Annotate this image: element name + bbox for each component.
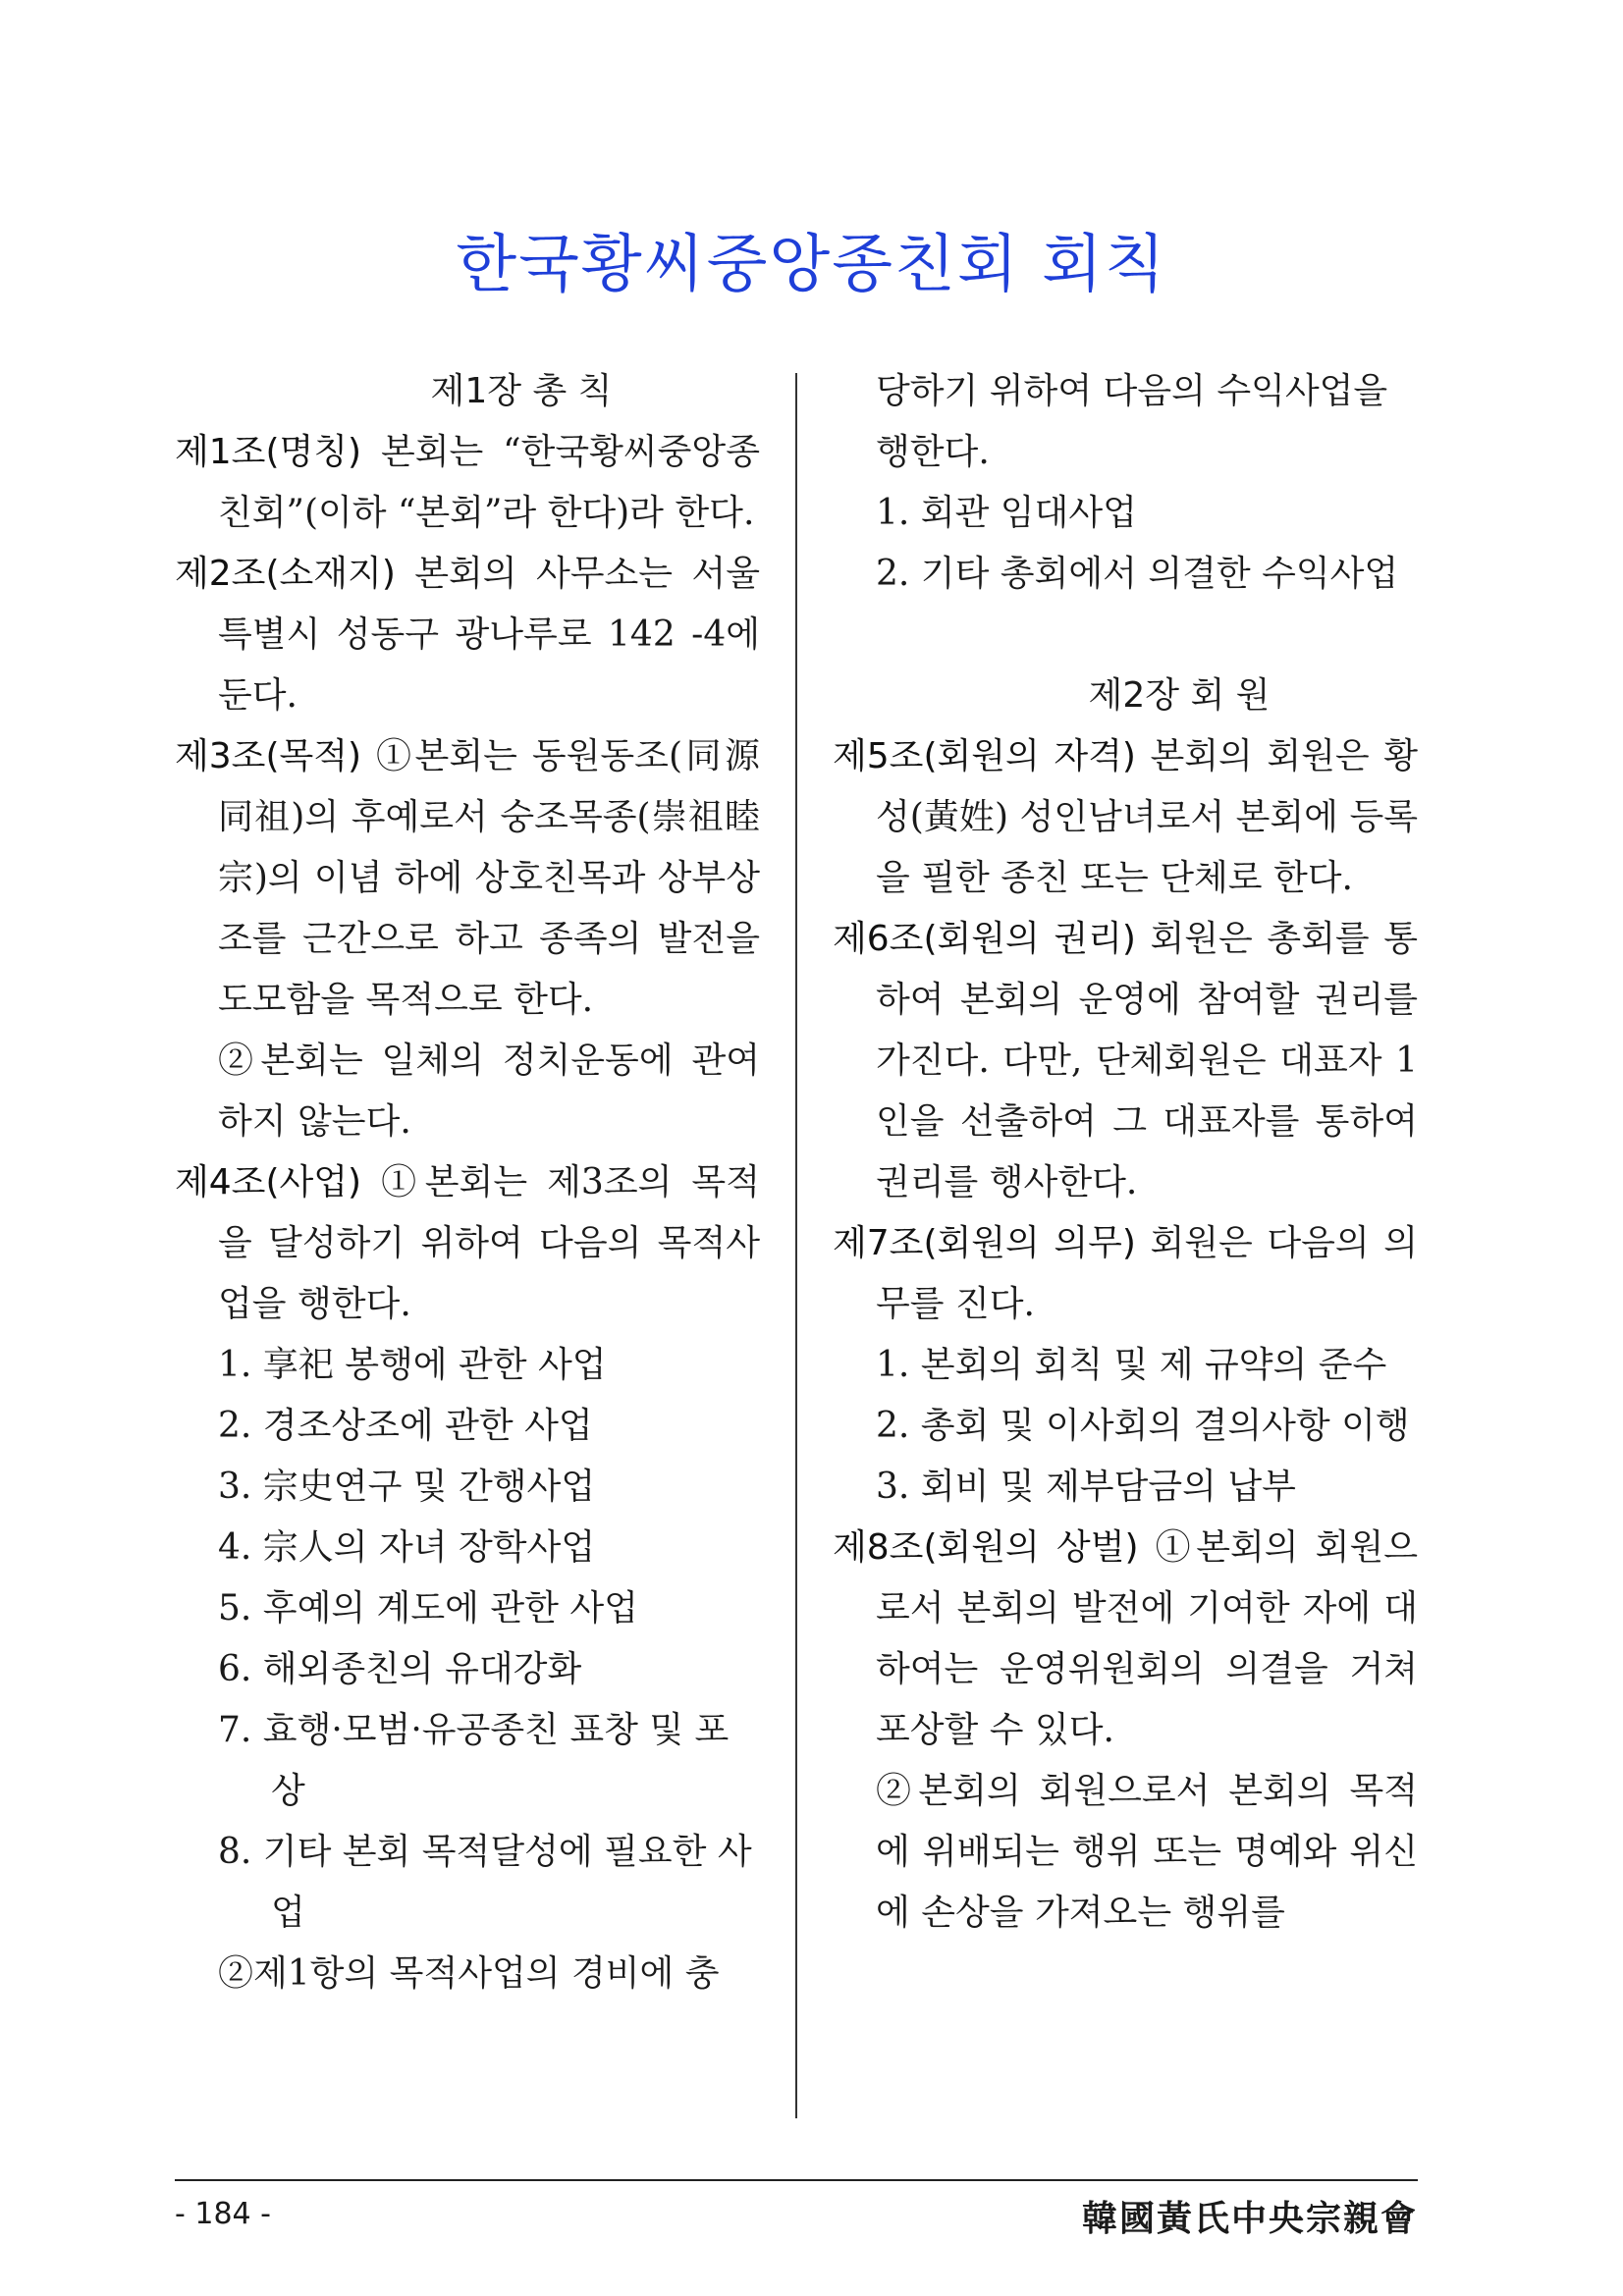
article-text: 회원은 다음의 의무를 진다.	[876, 1223, 1419, 1324]
article-text: 본회의 사무소는 서울특별시 성동구 광나루로 142 -4에 둔다.	[218, 554, 760, 716]
list-item: 1. 享祀 봉행에 관한 사업	[218, 1345, 607, 1385]
article-heading: 제4조(사업)	[175, 1162, 362, 1202]
article-6	[833, 909, 1418, 1213]
list-item: 7. 효행·모범·유공종친 표창 및 포상	[218, 1710, 730, 1811]
spacer	[833, 605, 1418, 666]
column-divider	[795, 373, 797, 2118]
right-column	[833, 361, 1418, 1944]
left-column	[175, 361, 760, 2004]
article-heading: 제2조(소재지)	[175, 554, 396, 594]
article-heading: 제7조(회원의 의무)	[833, 1223, 1136, 1263]
chapter-heading: 제2장 회 원	[1088, 675, 1271, 716]
article-heading: 제3조(목적)	[175, 736, 362, 776]
article-text: ①본회는 동원동조(同源同祖)의 후예로서 숭조목종(崇祖睦宗)의 이념 하에 상호친목과 상부상조를 근간으로 하고 종족의 발전을 도모함을 목적으로 한다.	[218, 736, 760, 1020]
article-heading: 제1조(명칭)	[175, 432, 362, 472]
article-5	[833, 726, 1418, 909]
article-text: 본회의 회원은 황성(黃姓) 성인남녀로서 본회에 등록을 필한 종친 또는 단체로 한다.	[876, 736, 1419, 898]
article-heading: 제6조(회원의 권리)	[833, 919, 1136, 959]
list-item: 4. 宗人의 자녀 장학사업	[218, 1527, 596, 1568]
article-paragraph: ②제1항의 목적사업의 경비에 충	[218, 1953, 720, 1994]
chapter-heading: 제1장 총 칙	[430, 371, 613, 411]
article-heading: 제5조(회원의 자격)	[833, 736, 1136, 776]
list-item: 2. 경조상조에 관한 사업	[218, 1406, 593, 1446]
article-text: ①본회의 회원으로서 본회의 발전에 기여한 자에 대하여는 운영위원회의 의결을 거쳐 포상할 수 있다.	[876, 1527, 1418, 1750]
article-7	[833, 1213, 1418, 1335]
article-text: 회원은 총회를 통하여 본회의 운영에 참여할 권리를 가진다. 다만, 단체회원은 대표자 1인을 선출하여 그 대표자를 통하여 권리를 행사한다.	[876, 919, 1419, 1202]
list-item: 2. 기타 총회에서 의결한 수익사업	[876, 554, 1399, 594]
article-4	[175, 1152, 760, 1335]
list-item: 3. 회비 및 제부담금의 납부	[876, 1467, 1296, 1507]
article-3	[175, 726, 760, 1031]
organization-name: 韓國黃氏中央宗親會	[1081, 2198, 1418, 2239]
article-paragraph: ②본회는 일체의 정치운동에 관여하지 않는다.	[218, 1041, 760, 1142]
article-paragraph: ②본회의 회원으로서 본회의 목적에 위배되는 행위 또는 명예와 위신에 손상을 가져오는 행위를	[876, 1771, 1418, 1933]
article-heading: 제8조(회원의 상벌)	[833, 1527, 1139, 1568]
list-item: 2. 총회 및 이사회의 결의사항 이행	[876, 1406, 1410, 1446]
article-8	[833, 1518, 1418, 1761]
document-title: 한국황씨중앙종친회 회칙	[456, 229, 1167, 301]
article-text: 본회는 “한국황씨중앙종친회”(이하 “본회”라 한다)라 한다.	[218, 432, 760, 533]
list-item: 8. 기타 본회 목적달성에 필요한 사업	[218, 1832, 752, 1933]
list-item: 6. 해외종친의 유대강화	[218, 1649, 582, 1689]
article-text: ①본회는 제3조의 목적을 달성하기 위하여 다음의 목적사업을 행한다.	[218, 1162, 760, 1324]
page-number: - 184 -	[175, 2197, 271, 2231]
footer-rule	[175, 2179, 1418, 2181]
list-item: 5. 후예의 계도에 관한 사업	[218, 1588, 638, 1629]
list-item: 1. 본회의 회칙 및 제 규약의 준수	[876, 1345, 1387, 1385]
paragraph-continuation: 당하기 위하여 다음의 수익사업을 행한다.	[876, 371, 1388, 472]
list-item: 1. 회관 임대사업	[876, 493, 1137, 533]
list-item: 3. 宗史연구 및 간행사업	[218, 1467, 596, 1507]
article-1	[175, 422, 760, 544]
article-2	[175, 544, 760, 726]
